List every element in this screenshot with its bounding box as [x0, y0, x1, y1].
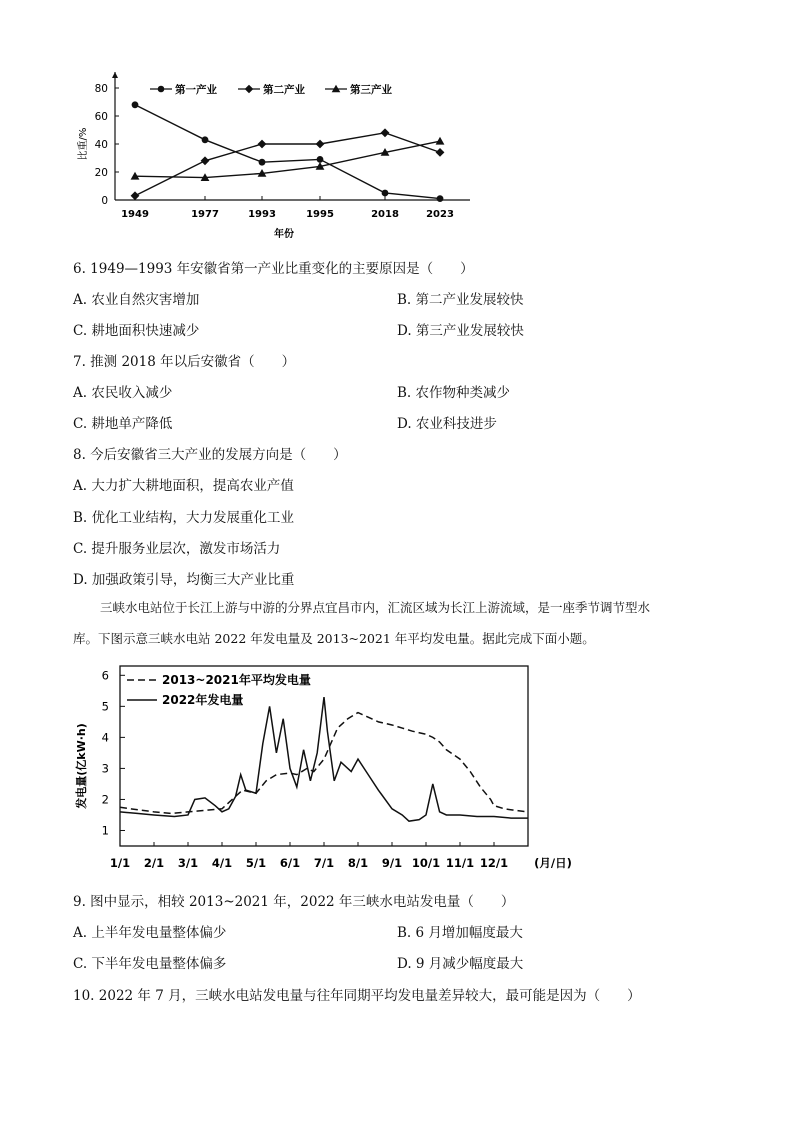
- question-10-stem: 10. 2022 年 7 月，三峡水电站发电量与往年同期平均发电量差异较大，最可能是因为（ ）: [73, 988, 641, 1004]
- data-point: [437, 195, 444, 202]
- q6-option-a[interactable]: A. 农业自然灾害增加: [73, 292, 200, 308]
- x-tick-label: 2018: [371, 209, 399, 220]
- data-point: [381, 128, 390, 137]
- data-point: [436, 137, 445, 145]
- q8-option-a[interactable]: A. 大力扩大耕地面积，提高农业产值: [73, 478, 294, 494]
- x-tick-label: 7/1: [313, 856, 335, 870]
- q7-option-d[interactable]: D. 农业科技进步: [397, 416, 497, 432]
- x-tick-label: 1949: [121, 209, 149, 220]
- series-line: [135, 105, 440, 199]
- q9-option-b[interactable]: B. 6 月增加幅度最大: [397, 925, 523, 941]
- year-2022-line: [120, 697, 528, 821]
- q7-option-b[interactable]: B. 农作物种类减少: [397, 385, 511, 401]
- industry-line-chart: [70, 60, 490, 250]
- legend-label: 第一产业: [175, 84, 217, 96]
- hydropower-line-chart: [70, 660, 590, 875]
- legend-item: [150, 83, 217, 96]
- y-tick-label: 20: [94, 167, 108, 179]
- x-tick-label: 1993: [248, 209, 276, 220]
- legend-label: 2022年发电量: [162, 693, 244, 707]
- x-axis-label: 年份: [274, 229, 294, 240]
- legend-item: [238, 83, 305, 96]
- y-tick-label: 0: [101, 195, 108, 207]
- industry-structure-chart: [70, 60, 490, 250]
- series-1: [132, 101, 444, 202]
- data-point: [259, 159, 266, 166]
- data-point: [317, 156, 324, 163]
- x-tick-label: 6/1: [279, 856, 301, 870]
- data-point: [258, 140, 267, 149]
- y-tick-label: 60: [94, 111, 108, 123]
- y-axis-label: 比重/%: [78, 127, 89, 161]
- legend-label: 第二产业: [263, 84, 305, 96]
- data-point: [201, 156, 210, 165]
- data-point: [132, 101, 139, 108]
- y-tick-label: 1: [101, 823, 109, 838]
- x-tick-label: 12/1: [479, 856, 509, 870]
- q9-option-a[interactable]: A. 上半年发电量整体偏少: [73, 925, 227, 941]
- y-tick-label: 80: [94, 83, 108, 95]
- y-tick-label: 40: [94, 139, 108, 151]
- q7-option-c[interactable]: C. 耕地单产降低: [73, 416, 173, 432]
- x-tick-label: 2023: [426, 209, 454, 220]
- passage-line-2: 库。下图示意三峡水电站 2022 年发电量及 2013~2021 年平均发电量。据此完成下面小题。: [73, 631, 595, 646]
- y-tick-label: 6: [101, 668, 109, 683]
- q8-option-d[interactable]: D. 加强政策引导，均衡三大产业比重: [73, 572, 295, 588]
- data-point: [131, 191, 140, 200]
- data-point: [436, 148, 445, 157]
- q6-option-b[interactable]: B. 第二产业发展较快: [397, 292, 524, 308]
- legend-marker: [245, 85, 254, 94]
- x-axis-unit: (月/日): [534, 856, 572, 870]
- data-point: [382, 190, 389, 197]
- q8-option-b[interactable]: B. 优化工业结构，大力发展重化工业: [73, 510, 295, 526]
- hydropower-chart: [70, 660, 590, 875]
- passage-line-1: 三峡水电站位于长江上游与中游的分界点宜昌市内，汇流区域为长江上游流域，是一座季节调节型水: [100, 600, 651, 615]
- series-line: [135, 133, 440, 196]
- y-axis-label: 发电量(亿kW·h): [75, 723, 88, 809]
- x-tick-label: 10/1: [411, 856, 441, 870]
- q9-option-d[interactable]: D. 9 月减少幅度最大: [397, 956, 524, 972]
- x-tick-label: 2/1: [143, 856, 165, 870]
- question-6-stem: 6. 1949—1993 年安徽省第一产业比重变化的主要原因是（ ）: [73, 261, 474, 277]
- question-7-stem: 7. 推测 2018 年以后安徽省（ ）: [73, 354, 296, 370]
- y-tick-label: 2: [101, 792, 109, 807]
- y-tick-label: 3: [101, 761, 109, 776]
- data-point: [316, 140, 325, 149]
- y-tick-label: 4: [101, 730, 109, 745]
- question-8-stem: 8. 今后安徽省三大产业的发展方向是（ ）: [73, 447, 347, 463]
- q9-option-c[interactable]: C. 下半年发电量整体偏多: [73, 956, 227, 972]
- question-9-stem: 9. 图中显示，相较 2013~2021 年，2022 年三峡水电站发电量（ ）: [73, 894, 515, 910]
- data-point: [202, 136, 209, 143]
- average-line: [120, 713, 528, 814]
- series-line: [135, 141, 440, 177]
- y-axis-arrow: [112, 72, 118, 78]
- x-tick-label: 1/1: [109, 856, 131, 870]
- x-tick-label: 3/1: [177, 856, 199, 870]
- q6-option-d[interactable]: D. 第三产业发展较快: [397, 323, 524, 339]
- x-tick-label: 1977: [191, 209, 219, 220]
- legend-label: 2013~2021年平均发电量: [162, 673, 311, 687]
- x-tick-label: 5/1: [245, 856, 267, 870]
- x-tick-label: 4/1: [211, 856, 233, 870]
- y-tick-label: 5: [101, 699, 109, 714]
- x-tick-label: 11/1: [445, 856, 475, 870]
- legend-item: [325, 83, 392, 96]
- q7-option-a[interactable]: A. 农民收入减少: [73, 385, 173, 401]
- series-2: [131, 128, 445, 200]
- q6-option-c[interactable]: C. 耕地面积快速减少: [73, 323, 200, 339]
- x-tick-label: 1995: [306, 209, 334, 220]
- x-tick-label: 9/1: [381, 856, 403, 870]
- x-tick-label: 8/1: [347, 856, 369, 870]
- q8-option-c[interactable]: C. 提升服务业层次，激发市场活力: [73, 541, 281, 557]
- legend-marker: [158, 86, 165, 93]
- legend-label: 第三产业: [350, 84, 392, 96]
